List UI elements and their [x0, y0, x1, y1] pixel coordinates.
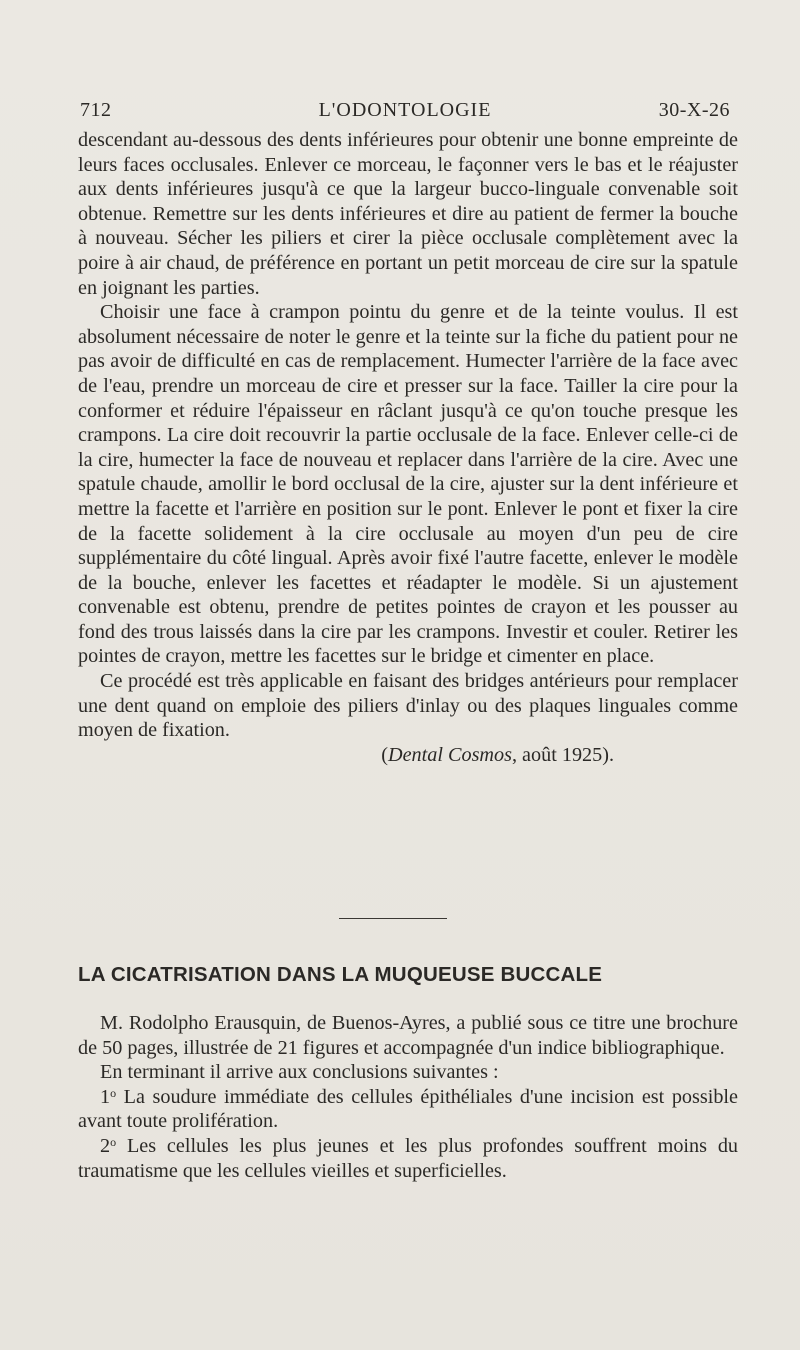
conclusion-item	[78, 1134, 738, 1183]
conclusion-number: 2	[100, 1134, 111, 1157]
conclusion-item	[78, 1085, 738, 1134]
paragraph-application: Ce procédé est très applicable en faisant des bridges antérieurs pour remplacer une dent quand on emploie des piliers d'inlay ou des plaques linguales comme moyen de fixation.	[78, 670, 738, 742]
running-header	[80, 95, 730, 125]
page-number: 712	[80, 99, 112, 121]
source-citation: (Dental Cosmos, août 1925).	[381, 743, 614, 766]
issue-date: 30-X-26	[658, 99, 730, 121]
paragraph-procedure: Choisir une face à crampon pointu du genre et de la teinte voulus. Il est absolument nécessaire de noter le genre et la teinte sur la fiche du patient pour ne pas avoir de difficulté en cas de remplacement. Humecter l'arrière de la face avec de l'eau, prendre un morceau de cire et presser sur la face. Tailler la cire pour la conformer et réduire l'épaisseur en râclant jusqu'à ce qu'on touche presque les crampons. La cire doit recouvrir la partie occlusale de la face. Enlever celle-ci de la cire, humecter la face de nouveau et replacer dans l'arrière de la cire. Avec une spatule chaude, amollir le bord occlusal de la cire, ajuster sur la dent inférieure et mettre la facette et l'arrière en position sur le pont. Enlever le pont et fixer la cire de la facette solidement à la cire occlusale au moyen d'un peu de cire supplémentaire du côté lingual. Après avoir fixé l'autre facette, enlever le modèle de la bouche, enlever les facettes et réadapter le modèle. Si un ajustement convenable est obtenu, prendre de petites pointes de crayon et les pousser au fond des trous laissés dans la cire par les crampons. Investir et couler. Retirer les pointes de crayon, mettre les facettes sur le bridge et cimenter en place.	[78, 301, 738, 668]
section-body	[78, 1011, 738, 1183]
citation-date: , août 1925).	[511, 743, 614, 766]
conclusion-number: 1	[100, 1085, 111, 1108]
section-separator	[339, 918, 447, 919]
section-lead: En terminant il arrive aux conclusions suivantes :	[100, 1061, 499, 1084]
article-body	[78, 128, 738, 767]
ordinal-mark: o	[110, 1134, 117, 1149]
ordinal-mark: o	[110, 1085, 117, 1100]
journal-title: L'ODONTOLOGIE	[318, 99, 492, 121]
section-intro: M. Rodolpho Erausquin, de Buenos-Ayres, a publié sous ce titre une brochure de 50 pages, illustrée de 21 figures et accompagnée d'un indice bibliographique.	[78, 1012, 738, 1059]
conclusion-text: La soudure immédiate des cellules épithéliales d'une incision est possible avant toute prolifération.	[78, 1085, 738, 1133]
paragraph-continued: descendant au-dessous des dents inférieures pour obtenir une bonne empreinte de leurs faces occlusales. Enlever ce morceau, le façonner vers le bas et le réajuster aux dents inférieures jusqu'à ce que la largeur bucco-linguale convenable soit obtenue. Remettre sur les dents inférieures et dire au patient de fermer la bouche à nouveau. Sécher les piliers et cirer la pièce occlusale complètement avec la poire à air chaud, de préférence en portant un petit morceau de cire sur la spatule en joignant les parties.	[78, 129, 738, 299]
section-heading: LA CICATRISATION DANS LA MUQUEUSE BUCCALE	[78, 963, 603, 986]
conclusion-text: Les cellules les plus jeunes et les plus profondes souffrent moins du traumatisme que les cellules vieilles et superficielles.	[78, 1134, 739, 1182]
citation-source: Dental Cosmos	[388, 743, 512, 766]
